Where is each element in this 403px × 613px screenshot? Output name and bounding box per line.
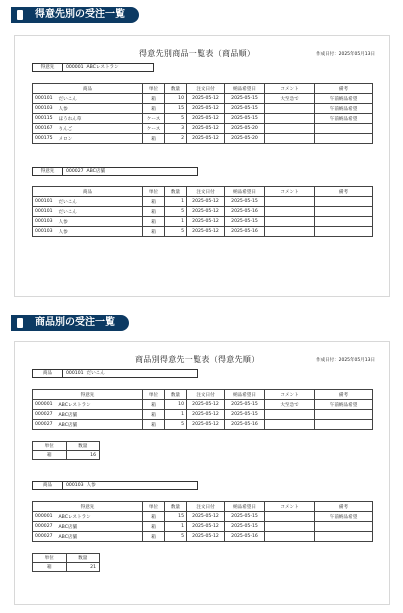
table-header-row <box>33 187 373 197</box>
table-cell: 5 <box>165 207 187 217</box>
created-date: 作成日付：2025年05月13日 <box>316 52 375 57</box>
table-cell <box>265 197 315 207</box>
table-cell: 2025-05-15 <box>225 217 265 227</box>
table-cell: ABC店舗 <box>57 410 143 420</box>
table-cell: 000101 <box>33 207 57 217</box>
table-cell: 大至急で <box>265 94 315 104</box>
table-cell: 2025-05-12 <box>187 512 225 522</box>
table-cell: 人参 <box>57 227 143 237</box>
column-header: 単位 <box>143 390 165 400</box>
table-cell <box>315 410 373 420</box>
table-cell: 大至急で <box>265 400 315 410</box>
column-header: 備考 <box>315 390 373 400</box>
table-cell: 2025-05-12 <box>187 104 225 114</box>
order-table <box>32 83 373 144</box>
table-cell: 2025-05-12 <box>187 124 225 134</box>
table-cell <box>315 207 373 217</box>
table-row <box>33 124 373 134</box>
table-cell: 000101 <box>33 197 57 207</box>
table-cell: だいこん <box>57 207 143 217</box>
table-cell: ABC店舗 <box>57 522 143 532</box>
table-cell: 2025-05-12 <box>187 217 225 227</box>
table-cell <box>315 522 373 532</box>
column-header: 納品希望日 <box>225 390 265 400</box>
column-header: 単位 <box>143 187 165 197</box>
table-cell: 2025-05-15 <box>225 400 265 410</box>
table-cell: だいこん <box>57 197 143 207</box>
column-header: 注文日付 <box>187 502 225 512</box>
table-cell: 000115 <box>33 114 57 124</box>
table-cell: 5 <box>165 532 187 542</box>
column-header: コメント <box>265 390 315 400</box>
table-cell: 1 <box>165 217 187 227</box>
table-cell <box>265 410 315 420</box>
column-header: 注文日付 <box>187 390 225 400</box>
table-cell <box>265 217 315 227</box>
report-title: 得意先別商品一覧表（商品順） <box>139 49 256 58</box>
key-label: 商品 <box>33 370 63 377</box>
column-header: コメント <box>265 502 315 512</box>
table-cell: 5 <box>165 227 187 237</box>
banner-text: 商品別の受注一覧 <box>35 317 115 328</box>
column-header: 数量 <box>165 187 187 197</box>
table-cell: 2025-05-12 <box>187 94 225 104</box>
table-cell: 1 <box>165 410 187 420</box>
table-cell: 午前納品希望 <box>315 114 373 124</box>
table-cell <box>315 197 373 207</box>
table-cell: 15 <box>165 512 187 522</box>
table-cell: 箱 <box>143 410 165 420</box>
table-cell: 2025-05-20 <box>225 134 265 144</box>
order-table <box>32 501 373 542</box>
table-cell: 000027 <box>33 420 57 430</box>
column-header: 納品希望日 <box>225 84 265 94</box>
table-cell <box>265 207 315 217</box>
column-header: 注文日付 <box>187 84 225 94</box>
table-cell: 午前納品希望 <box>315 104 373 114</box>
table-cell <box>315 124 373 134</box>
table-cell: 000103 <box>33 217 57 227</box>
report-title: 商品別得意先一覧表（得意先順） <box>135 355 260 364</box>
table-cell: 2025-05-15 <box>225 94 265 104</box>
customer-key-box <box>32 167 198 176</box>
table-cell: 1 <box>165 522 187 532</box>
table-cell <box>265 420 315 430</box>
table-cell: 2025-05-16 <box>225 532 265 542</box>
table-cell: だいこん <box>57 94 143 104</box>
table-cell: 箱 <box>143 522 165 532</box>
table-cell: 2025-05-15 <box>225 197 265 207</box>
table-cell: メロン <box>57 134 143 144</box>
column-header: 注文日付 <box>187 187 225 197</box>
table-cell: 000027 <box>33 532 57 542</box>
table-row <box>33 207 373 217</box>
table-cell: 2025-05-12 <box>187 522 225 532</box>
table-cell: 2025-05-12 <box>187 400 225 410</box>
section-banner-customer <box>11 7 139 23</box>
table-cell: 2 <box>165 134 187 144</box>
table-cell: 000167 <box>33 124 57 134</box>
customer-report-sheet <box>14 35 390 297</box>
table-cell <box>315 134 373 144</box>
product-key-box <box>32 369 198 378</box>
product-report-sheet <box>14 341 390 605</box>
summary-header: 数量 <box>66 442 100 451</box>
table-cell: 箱 <box>143 104 165 114</box>
table-cell <box>265 114 315 124</box>
table-row <box>33 400 373 410</box>
table-row <box>33 532 373 542</box>
table-cell <box>265 512 315 522</box>
table-cell: 2025-05-12 <box>187 207 225 217</box>
table-row <box>33 94 373 104</box>
table-cell: 2025-05-12 <box>187 420 225 430</box>
column-header: 備考 <box>315 502 373 512</box>
column-header: 納品希望日 <box>225 502 265 512</box>
column-header: 納品希望日 <box>225 187 265 197</box>
table-cell: 2025-05-20 <box>225 124 265 134</box>
table-cell: 000175 <box>33 134 57 144</box>
table-cell: 2025-05-12 <box>187 532 225 542</box>
table-cell: 午前納品希望 <box>315 400 373 410</box>
column-header: 得意先 <box>33 390 143 400</box>
table-cell: 午前納品希望 <box>315 94 373 104</box>
table-cell: 2025-05-15 <box>225 410 265 420</box>
table-cell: 人参 <box>57 217 143 227</box>
product-key-box <box>32 481 198 490</box>
table-cell: 000027 <box>33 522 57 532</box>
table-cell <box>265 104 315 114</box>
table-cell <box>315 227 373 237</box>
table-cell: 箱 <box>143 400 165 410</box>
table-cell: 箱 <box>143 134 165 144</box>
table-row <box>33 114 373 124</box>
table-row <box>33 420 373 430</box>
summary-cell: 16 <box>66 451 100 460</box>
banner-text: 得意先別の受注一覧 <box>35 9 125 20</box>
table-cell: 2025-05-12 <box>187 114 225 124</box>
summary-header: 数量 <box>66 554 100 563</box>
table-cell: 2025-05-15 <box>225 522 265 532</box>
column-header: 数量 <box>165 390 187 400</box>
table-cell: 人参 <box>57 104 143 114</box>
key-label: 得意先 <box>33 64 63 71</box>
order-table <box>32 186 373 237</box>
table-cell: 箱 <box>143 227 165 237</box>
table-row <box>33 104 373 114</box>
summary-row <box>33 451 100 460</box>
table-cell: 10 <box>165 94 187 104</box>
table-row <box>33 197 373 207</box>
table-cell: 2025-05-12 <box>187 227 225 237</box>
table-cell: 2025-05-16 <box>225 420 265 430</box>
table-cell: ケース <box>143 124 165 134</box>
table-cell: 000103 <box>33 104 57 114</box>
column-header: 商品 <box>33 84 143 94</box>
key-label: 商品 <box>33 482 63 489</box>
column-header: 数量 <box>165 84 187 94</box>
table-cell: 000027 <box>33 410 57 420</box>
customer-key-box <box>32 63 154 72</box>
summary-row <box>33 563 100 572</box>
table-cell <box>315 217 373 227</box>
key-label: 得意先 <box>33 168 63 175</box>
key-value: 000101 だいこん <box>66 371 105 376</box>
table-cell: 2025-05-15 <box>225 104 265 114</box>
table-cell: 2025-05-16 <box>225 227 265 237</box>
table-header-row <box>33 84 373 94</box>
section-banner-product <box>11 315 129 331</box>
summary-header: 単位 <box>33 554 67 563</box>
order-table <box>32 389 373 430</box>
column-header: 単位 <box>143 84 165 94</box>
created-date: 作成日付：2025年05月13日 <box>316 358 375 363</box>
column-header: コメント <box>265 84 315 94</box>
table-cell <box>315 420 373 430</box>
table-row <box>33 217 373 227</box>
table-cell: 10 <box>165 400 187 410</box>
table-cell: 箱 <box>143 207 165 217</box>
table-cell: 000101 <box>33 94 57 104</box>
table-cell <box>265 522 315 532</box>
table-header-row <box>33 502 373 512</box>
column-header: 単位 <box>143 502 165 512</box>
table-cell: 箱 <box>143 94 165 104</box>
summary-cell: 箱 <box>33 563 67 572</box>
table-cell: 5 <box>165 114 187 124</box>
table-cell <box>265 124 315 134</box>
table-cell: 箱 <box>143 512 165 522</box>
column-header: 数量 <box>165 502 187 512</box>
table-cell: 2025-05-12 <box>187 410 225 420</box>
key-value: 000027 ABC店舗 <box>66 169 106 174</box>
key-value: 000103 人参 <box>66 483 96 488</box>
table-row <box>33 227 373 237</box>
summary-header: 単位 <box>33 442 67 451</box>
summary-header-row <box>33 442 100 451</box>
table-cell: 5 <box>165 420 187 430</box>
table-cell: 箱 <box>143 420 165 430</box>
table-cell: 箱 <box>143 217 165 227</box>
table-cell: ケース <box>143 114 165 124</box>
table-cell: ABCレストラン <box>57 512 143 522</box>
table-cell: 3 <box>165 124 187 134</box>
table-cell: 000103 <box>33 227 57 237</box>
table-cell: 15 <box>165 104 187 114</box>
table-row <box>33 522 373 532</box>
column-header: 備考 <box>315 84 373 94</box>
column-header: 商品 <box>33 187 143 197</box>
table-cell: ABCレストラン <box>57 400 143 410</box>
table-row <box>33 134 373 144</box>
summary-header-row <box>33 554 100 563</box>
table-cell: 箱 <box>143 197 165 207</box>
summary-table <box>32 553 100 572</box>
table-cell <box>265 134 315 144</box>
table-cell <box>265 227 315 237</box>
table-cell: 2025-05-15 <box>225 114 265 124</box>
summary-cell: 21 <box>66 563 100 572</box>
table-cell: ABC店舗 <box>57 420 143 430</box>
table-cell: 1 <box>165 197 187 207</box>
table-cell: ABC店舗 <box>57 532 143 542</box>
table-header-row <box>33 390 373 400</box>
table-cell <box>315 532 373 542</box>
column-header: 備考 <box>315 187 373 197</box>
table-row <box>33 410 373 420</box>
table-cell: ほうれん草 <box>57 114 143 124</box>
table-cell: 2025-05-15 <box>225 512 265 522</box>
table-cell: りんご <box>57 124 143 134</box>
table-cell: 2025-05-12 <box>187 134 225 144</box>
summary-cell: 箱 <box>33 451 67 460</box>
table-cell: 箱 <box>143 532 165 542</box>
table-cell <box>265 532 315 542</box>
key-value: 000001 ABCレストラン <box>66 65 119 70</box>
column-header: 得意先 <box>33 502 143 512</box>
table-row <box>33 512 373 522</box>
table-cell: 000001 <box>33 400 57 410</box>
table-cell: 000001 <box>33 512 57 522</box>
column-header: コメント <box>265 187 315 197</box>
table-cell: 2025-05-16 <box>225 207 265 217</box>
table-cell: 2025-05-12 <box>187 197 225 207</box>
summary-table <box>32 441 100 460</box>
table-cell: 午前納品希望 <box>315 512 373 522</box>
